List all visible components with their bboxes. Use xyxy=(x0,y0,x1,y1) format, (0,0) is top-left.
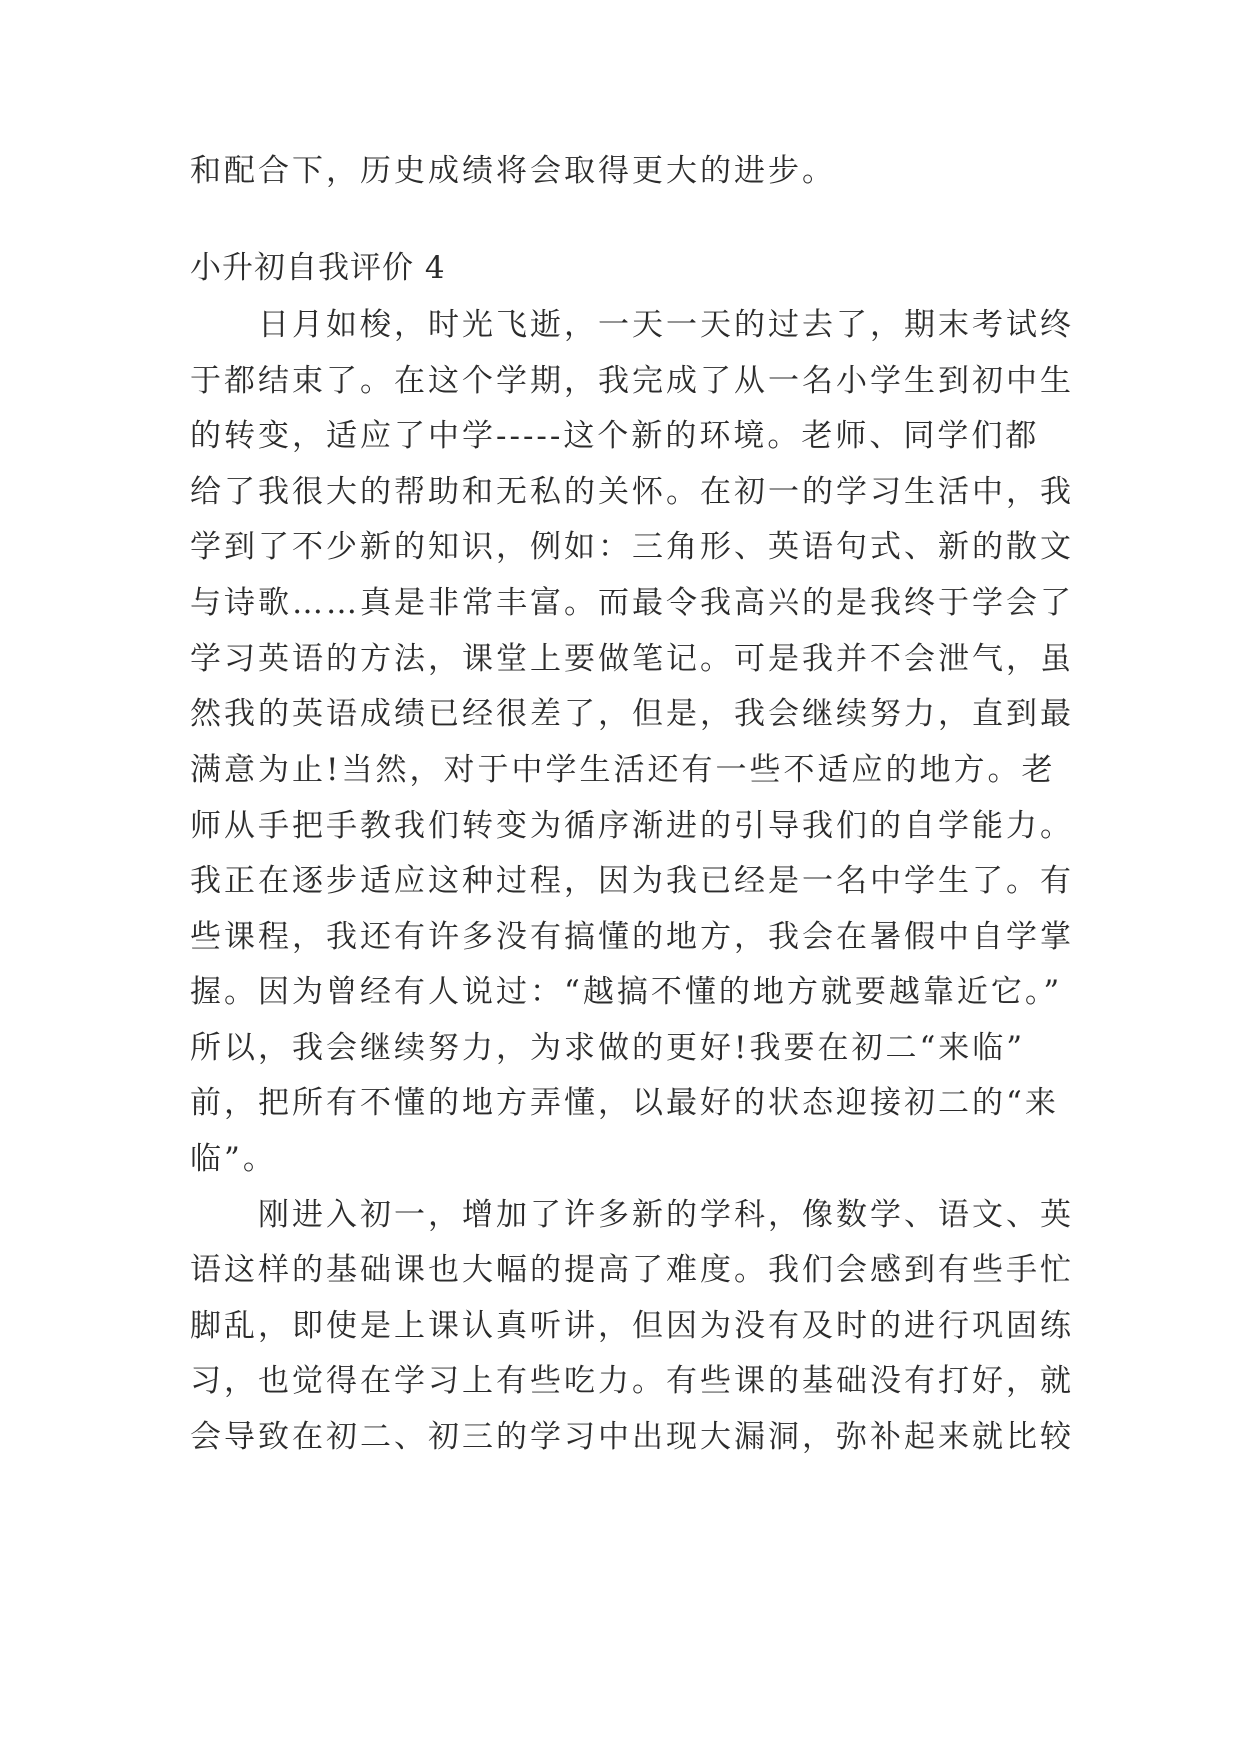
paragraph-line: 然我的英语成绩已经很差了，但是，我会继续努力，直到最 xyxy=(190,696,1074,732)
paragraph-line: 语这样的基础课也大幅的提高了难度。我们会感到有些手忙 xyxy=(190,1252,1074,1288)
paragraph-line: 给了我很大的帮助和无私的关怀。在初一的学习生活中，我 xyxy=(190,474,1074,510)
paragraph-line: 我正在逐步适应这种过程，因为我已经是一名中学生了。有 xyxy=(190,863,1074,899)
section-heading: 小升初自我评价 4 xyxy=(190,250,446,286)
paragraph-line: 些课程，我还有许多没有搞懂的地方，我会在暑假中自学掌 xyxy=(190,919,1074,955)
paragraph-line: 的转变，适应了中学-----这个新的环境。老师、同学们都 xyxy=(190,418,1040,454)
paragraph-line: 学到了不少新的知识，例如：三角形、英语句式、新的散文 xyxy=(190,529,1074,565)
paragraph-line: 握。因为曾经有人说过：“越搞不懂的地方就要越靠近它。” xyxy=(190,974,1063,1010)
paragraph-line: 师从手把手教我们转变为循序渐进的引导我们的自学能力。 xyxy=(190,808,1074,844)
paragraph-line: 前，把所有不懂的地方弄懂，以最好的状态迎接初二的“来 xyxy=(190,1085,1059,1121)
paragraph-line: 会导致在初二、初三的学习中出现大漏洞，弥补起来就比较 xyxy=(190,1419,1074,1455)
paragraph-line: 学习英语的方法，课堂上要做笔记。可是我并不会泄气，虽 xyxy=(190,641,1074,677)
paragraph-line: 习，也觉得在学习上有些吃力。有些课的基础没有打好，就 xyxy=(190,1363,1074,1399)
paragraph-line: 脚乱，即使是上课认真听讲，但因为没有及时的进行巩固练 xyxy=(190,1308,1074,1344)
paragraph-line: 于都结束了。在这个学期，我完成了从一名小学生到初中生 xyxy=(190,363,1074,399)
lead-text-line: 和配合下，历史成绩将会取得更大的进步。 xyxy=(190,153,836,189)
paragraph-line: 与诗歌……真是非常丰富。而最令我高兴的是我终于学会了 xyxy=(190,585,1074,621)
paragraph-line: 刚进入初一，增加了许多新的学科，像数学、语文、英 xyxy=(258,1197,1074,1233)
paragraph-line: 满意为止!当然，对于中学生活还有一些不适应的地方。老 xyxy=(190,752,1056,788)
paragraph-line: 日月如梭，时光飞逝，一天一天的过去了，期末考试终 xyxy=(258,307,1074,343)
paragraph-line: 临”。 xyxy=(190,1141,277,1177)
paragraph-line: 所以，我会继续努力，为求做的更好!我要在初二“来临” xyxy=(190,1030,1026,1066)
